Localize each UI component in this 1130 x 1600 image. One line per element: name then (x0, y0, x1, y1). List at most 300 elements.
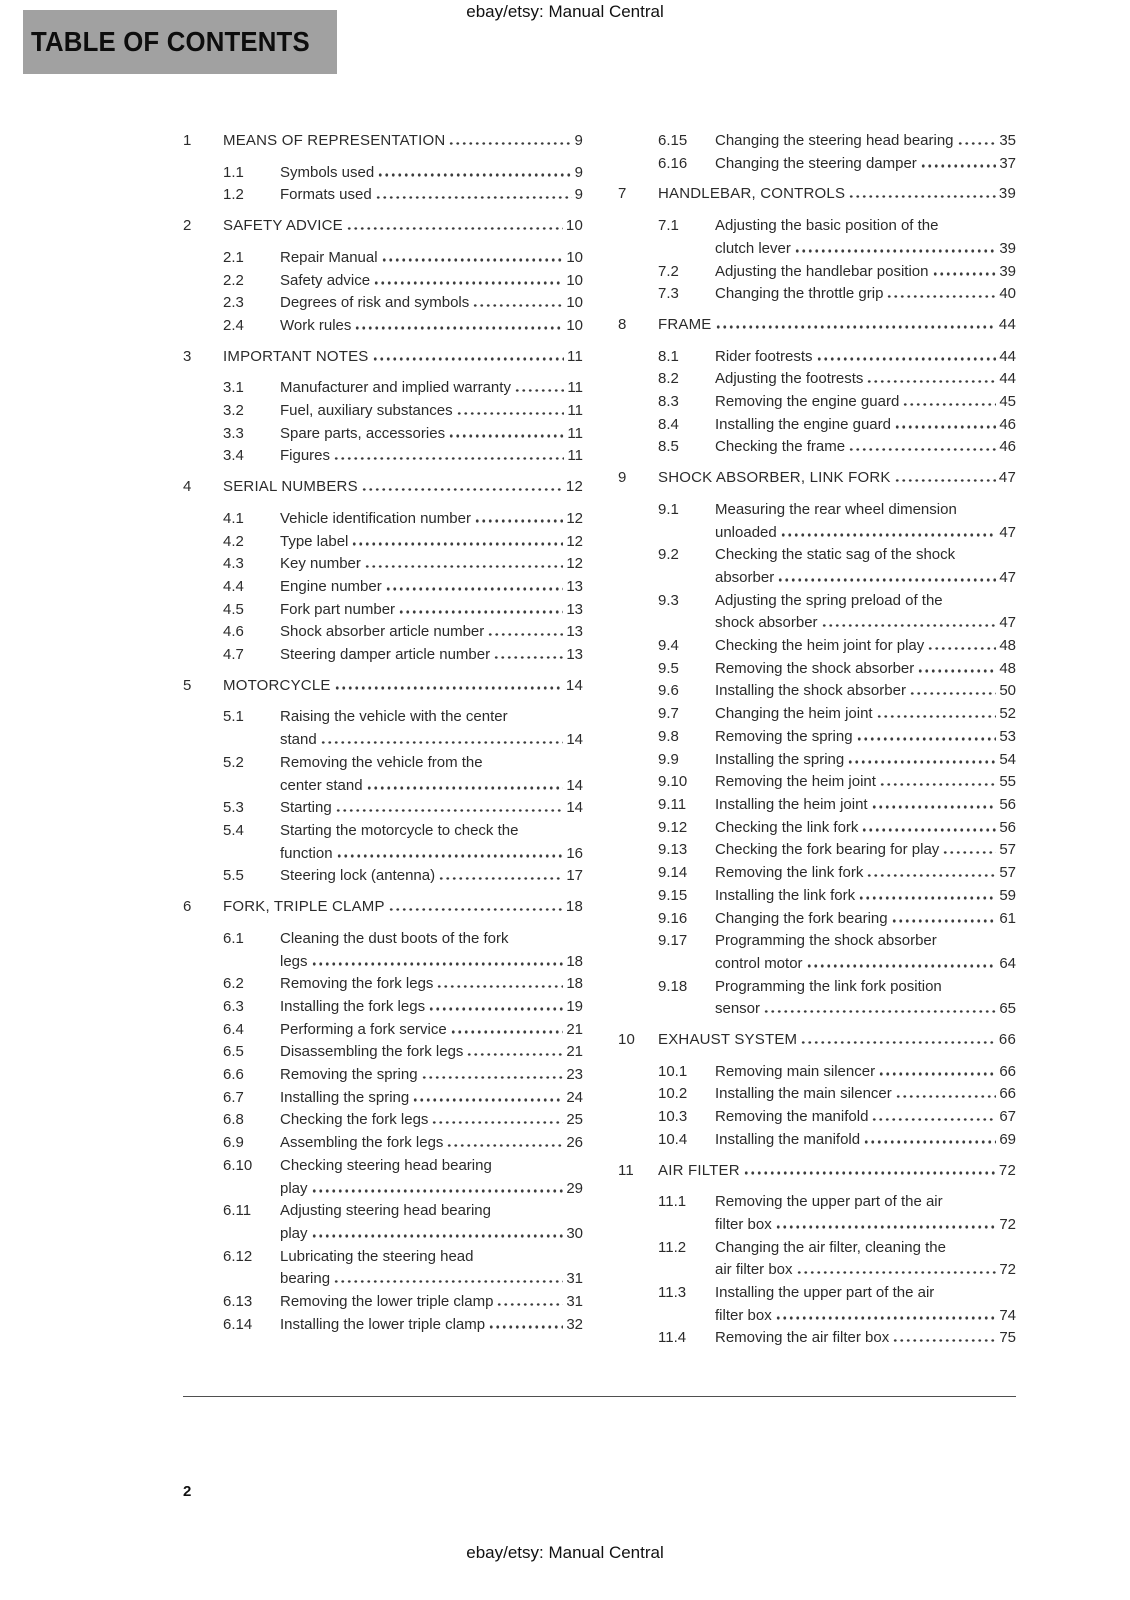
section-title-line (715, 862, 1016, 885)
section-number: 4.1 (223, 509, 244, 527)
section-body (715, 976, 1016, 1021)
dot-leader (715, 325, 996, 329)
section-page-number: 14 (566, 731, 583, 749)
section-page-number: 69 (999, 1130, 1016, 1148)
section-body (715, 153, 1016, 176)
section-title-line (280, 423, 583, 446)
section-title: EXHAUST SYSTEM (658, 1031, 798, 1049)
section-number: 1 (183, 132, 192, 149)
section-title: Installing the engine guard (715, 415, 891, 433)
section-title: Rider footrests (715, 347, 813, 365)
toc-entry-row (183, 377, 583, 400)
dot-leader (364, 565, 563, 569)
section-title: Changing the steering damper (715, 154, 917, 172)
section-page-number: 40 (999, 285, 1016, 303)
section-number: 6.6 (223, 1066, 244, 1084)
dot-leader (863, 1140, 996, 1144)
section-page-number: 30 (566, 1224, 583, 1242)
section-page-number: 44 (998, 315, 1016, 333)
section-number: 9.11 (658, 795, 687, 813)
section-title-line (280, 729, 583, 752)
section-number: 9.16 (658, 909, 688, 927)
section-title-line (280, 400, 583, 423)
section-title-line (280, 1041, 583, 1064)
dot-leader (895, 1095, 997, 1099)
dot-leader (796, 1271, 997, 1275)
section-title-line (715, 953, 1016, 976)
toc-block (618, 130, 1016, 175)
section-title-line: Raising the vehicle with the center (280, 708, 508, 726)
section-number: 6.11 (223, 1202, 252, 1220)
section-title: Fork part number (280, 600, 396, 618)
toc-entry-row (183, 973, 583, 996)
section-page-number: 10 (566, 248, 583, 266)
section-body (715, 1282, 1016, 1327)
section-number: 6.3 (223, 997, 244, 1015)
section-title: MOTORCYCLE (223, 676, 331, 694)
section-title: Removing the manifold (715, 1108, 869, 1126)
section-body (715, 544, 1016, 589)
section-title: Steering damper article number (280, 646, 491, 664)
section-body (280, 553, 583, 576)
toc-entry-row (183, 797, 583, 820)
section-page-number: 64 (999, 954, 1016, 972)
section-title-line (280, 162, 583, 185)
section-body (223, 896, 583, 919)
dot-leader (372, 357, 565, 361)
section-body (280, 621, 583, 644)
section-body (658, 1029, 1016, 1052)
toc-entry-row (618, 130, 1016, 153)
section-page-number: 59 (999, 886, 1016, 904)
toc-entry-row (618, 1237, 1016, 1282)
section-title-line (715, 703, 1016, 726)
dot-leader (487, 633, 563, 637)
toc-chapter-row (183, 130, 583, 153)
section-title-line (715, 1106, 1016, 1129)
section-page-number: 47 (998, 469, 1016, 487)
section-title-line: Checking steering head bearing (280, 1156, 492, 1174)
section-number: 9.2 (658, 546, 679, 564)
section-number: 4.5 (223, 600, 244, 618)
section-page-number: 50 (999, 682, 1016, 700)
section-title-line (715, 908, 1016, 931)
section-title: Repair Manual (280, 248, 378, 266)
section-number: 10 (618, 1031, 636, 1049)
toc-entry-row (618, 346, 1016, 369)
section-number: 6.5 (223, 1043, 244, 1061)
section-title-line (715, 436, 1016, 459)
section-page-number: 18 (566, 952, 583, 970)
section-number: 7.1 (658, 217, 679, 235)
toc-chapter-row (183, 476, 583, 499)
section-title-line (715, 368, 1016, 391)
dot-leader (892, 1339, 996, 1343)
section-number: 6.13 (223, 1293, 253, 1311)
section-page-number: 66 (999, 1062, 1016, 1080)
section-body (280, 928, 583, 973)
toc-entry-row (618, 590, 1016, 635)
toc-entry-row (183, 865, 583, 888)
section-number: 9.9 (658, 750, 679, 768)
dot-leader (354, 326, 563, 330)
toc-chapter-row (618, 183, 1016, 206)
toc-entry-row (183, 752, 583, 797)
section-title-line: Removing the vehicle from the (280, 753, 483, 771)
section-page-number: 18 (565, 898, 583, 916)
section-page-number: 14 (565, 676, 583, 694)
toc-chapter-row (618, 467, 1016, 490)
section-page-number: 11 (567, 447, 583, 465)
toc-entry-row (183, 445, 583, 468)
section-title: Checking the link fork (715, 818, 859, 836)
section-page-number: 9 (574, 132, 583, 149)
section-page-number: 66 (999, 1085, 1016, 1103)
section-title: Checking the fork bearing for play (715, 841, 940, 859)
section-number: 8.5 (658, 438, 679, 456)
section-title: Adjusting the handlebar position (715, 262, 929, 280)
section-body (658, 314, 1016, 337)
section-number: 4.6 (223, 623, 244, 641)
dot-leader (894, 425, 996, 429)
section-number: 3.3 (223, 424, 244, 442)
section-body (715, 885, 1016, 908)
toc-entry-row (183, 621, 583, 644)
toc-entry-row (618, 391, 1016, 414)
section-title-line (280, 996, 583, 1019)
section-title-line (280, 292, 583, 315)
toc-entry-row (183, 423, 583, 446)
watermark-bottom: ebay/etsy: Manual Central (466, 1543, 664, 1562)
section-body (280, 377, 583, 400)
page-number: 2 (183, 1483, 192, 1500)
section-title-line (715, 1259, 1016, 1282)
toc-chapter-row (618, 1029, 1016, 1052)
toc-block (183, 346, 583, 469)
dot-leader (398, 610, 563, 614)
section-title-line (280, 315, 583, 338)
section-title: Performing a fork service (280, 1020, 447, 1038)
toc-entry-row (183, 928, 583, 973)
toc-entry-row (183, 1314, 583, 1337)
toc-entry-row (183, 508, 583, 531)
section-page-number: 13 (566, 623, 583, 641)
section-title: Removing the spring (715, 727, 853, 745)
section-body (280, 247, 583, 270)
section-number: 1.2 (223, 186, 244, 204)
section-page-number: 14 (566, 776, 583, 794)
section-title-line: Adjusting steering head bearing (280, 1202, 491, 1220)
section-number: 4 (183, 478, 192, 496)
section-title-line: Removing the upper part of the air (715, 1193, 943, 1211)
section-title-line (223, 215, 583, 238)
toc-block (183, 675, 583, 888)
section-body (280, 996, 583, 1019)
section-title-line (715, 1305, 1016, 1328)
section-body (715, 930, 1016, 975)
section-body (280, 599, 583, 622)
dot-leader (388, 908, 563, 912)
section-body (280, 445, 583, 468)
section-page-number: 13 (566, 600, 583, 618)
section-number: 5.1 (223, 708, 244, 726)
dot-leader (780, 533, 997, 537)
toc-entry-row (618, 215, 1016, 260)
section-title: filter box (715, 1306, 772, 1324)
section-title: Changing the throttle grip (715, 285, 884, 303)
section-title-line (715, 238, 1016, 261)
section-title-line (223, 476, 583, 499)
section-number: 11 (618, 1161, 634, 1179)
section-title: Changing the heim joint (715, 705, 873, 723)
dot-leader (448, 434, 564, 438)
section-title-line (280, 1064, 583, 1087)
section-title: Installing the link fork (715, 886, 856, 904)
section-title-line (715, 130, 1016, 153)
dot-leader (456, 412, 565, 416)
toc-entry-row (618, 1083, 1016, 1106)
section-title: Vehicle identification number (280, 509, 471, 527)
dot-leader (333, 457, 564, 461)
section-number: 6.4 (223, 1020, 244, 1038)
section-title-line (715, 261, 1016, 284)
section-title-line (658, 467, 1016, 490)
section-title-line (658, 314, 1016, 337)
section-title-line: Lubricating the steering head (280, 1247, 474, 1265)
dot-leader (879, 783, 996, 787)
section-number: 8.1 (658, 347, 679, 365)
section-title-line (280, 508, 583, 531)
toc-entry-row (618, 499, 1016, 544)
section-title-line (715, 885, 1016, 908)
section-body (715, 414, 1016, 437)
dot-leader (311, 1189, 564, 1193)
section-title-line (280, 1087, 583, 1110)
toc-entry-row (183, 1109, 583, 1132)
section-page-number: 48 (999, 637, 1016, 655)
section-number: 9.7 (658, 705, 679, 723)
dot-leader (373, 281, 563, 285)
dot-leader (763, 1010, 996, 1014)
section-number: 6.2 (223, 975, 244, 993)
section-page-number: 21 (566, 1020, 583, 1038)
toc-chapter-row (183, 215, 583, 238)
toc-entry-row (183, 1291, 583, 1314)
toc-block (183, 476, 583, 667)
section-body (280, 1291, 583, 1314)
section-number: 6.14 (223, 1315, 253, 1333)
section-body (280, 292, 583, 315)
toc-entry-row (618, 726, 1016, 749)
section-title: stand (280, 731, 317, 749)
section-title-line (715, 283, 1016, 306)
toc-entry-row (183, 576, 583, 599)
section-title-line (715, 680, 1016, 703)
section-number: 2.4 (223, 316, 244, 334)
section-page-number: 32 (566, 1315, 583, 1333)
section-title-line (658, 183, 1016, 206)
section-title-line: Adjusting the basic position of the (715, 217, 939, 235)
toc-block (183, 215, 583, 338)
toc-entry-row (183, 1246, 583, 1291)
toc-entry-row (618, 908, 1016, 931)
section-number: 8 (618, 315, 627, 333)
section-title: Figures (280, 447, 331, 465)
section-body (715, 283, 1016, 306)
toc-entry-row (183, 184, 583, 207)
section-number: 8.2 (658, 370, 679, 388)
dot-leader (381, 258, 564, 262)
toc-entry-row (618, 749, 1016, 772)
section-title: IMPORTANT NOTES (223, 347, 369, 365)
section-page-number: 47 (999, 614, 1016, 632)
toc-chapter-row (183, 675, 583, 698)
section-title-line (280, 951, 583, 974)
section-page-number: 74 (999, 1306, 1016, 1324)
section-page-number: 61 (999, 909, 1016, 927)
section-number: 8.3 (658, 393, 679, 411)
section-body (715, 908, 1016, 931)
section-page-number: 53 (999, 727, 1016, 745)
section-page-number: 72 (999, 1261, 1016, 1279)
section-body (223, 476, 583, 499)
dot-leader (474, 519, 563, 523)
dot-leader (800, 1041, 996, 1045)
section-body (715, 839, 1016, 862)
section-title-line (223, 675, 583, 698)
section-page-number: 14 (566, 799, 583, 817)
toc-entry-row (183, 1087, 583, 1110)
section-page-number: 25 (566, 1111, 583, 1129)
section-number: 9.17 (658, 932, 688, 950)
section-body (280, 1132, 583, 1155)
toc-entry-row (618, 817, 1016, 840)
section-number: 6.15 (658, 132, 688, 149)
section-page-number: 39 (998, 185, 1016, 203)
dot-leader (428, 1007, 563, 1011)
toc-entry-row (183, 1155, 583, 1200)
section-number: 2.3 (223, 294, 244, 312)
section-page-number: 12 (566, 532, 583, 550)
section-title: Key number (280, 555, 361, 573)
section-title: Removing the engine guard (715, 393, 900, 411)
section-title: Installing the lower triple clamp (280, 1315, 486, 1333)
section-body (715, 1327, 1016, 1350)
dot-leader (775, 1316, 997, 1320)
dot-leader (917, 669, 996, 673)
dot-leader (472, 304, 563, 308)
dot-leader (351, 542, 563, 546)
section-body (715, 749, 1016, 772)
section-title: Removing the link fork (715, 864, 864, 882)
section-number: 9.14 (658, 864, 688, 882)
toc-entry-row (618, 930, 1016, 975)
section-page-number: 54 (999, 750, 1016, 768)
section-title: Symbols used (280, 163, 375, 181)
section-title-line: Cleaning the dust boots of the fork (280, 929, 509, 947)
toc-entry-row (618, 1327, 1016, 1350)
dot-leader (927, 647, 996, 651)
section-page-number: 48 (999, 659, 1016, 677)
section-title-line: Programming the link fork position (715, 977, 942, 995)
section-page-number: 44 (999, 347, 1016, 365)
section-title-line: Changing the air filter, cleaning the (715, 1238, 946, 1256)
toc-entry-row (183, 996, 583, 1019)
section-number: 2 (183, 217, 192, 235)
section-body (715, 391, 1016, 414)
section-title: filter box (715, 1215, 772, 1233)
section-page-number: 11 (567, 402, 583, 420)
section-title: Degrees of risk and symbols (280, 294, 470, 312)
section-title: unloaded (715, 523, 777, 541)
section-title-line (280, 184, 583, 207)
toc-entry-row (618, 1106, 1016, 1129)
toc-block (183, 130, 583, 207)
dot-leader (848, 195, 996, 199)
dot-leader (493, 656, 563, 660)
section-body (715, 1191, 1016, 1236)
dot-leader (438, 877, 563, 881)
section-title: shock absorber (715, 614, 818, 632)
section-title-line (280, 1132, 583, 1155)
section-title-line (658, 1029, 1016, 1052)
section-body (715, 1106, 1016, 1129)
toc-entry-row (618, 885, 1016, 908)
section-title: Steering lock (antenna) (280, 867, 436, 885)
section-title: Spare parts, accessories (280, 424, 446, 442)
section-body (715, 436, 1016, 459)
section-number: 9.18 (658, 977, 688, 995)
section-page-number: 66 (998, 1031, 1016, 1049)
section-body (715, 726, 1016, 749)
section-page-number: 56 (999, 818, 1016, 836)
section-title-line (715, 346, 1016, 369)
toc-entry-row (183, 162, 583, 185)
section-body (280, 644, 583, 667)
section-title-line (715, 817, 1016, 840)
section-title-line (280, 247, 583, 270)
section-number: 6 (183, 898, 192, 916)
section-body (715, 215, 1016, 260)
section-title: Installing the manifold (715, 1130, 861, 1148)
toc-entry-row (183, 1132, 583, 1155)
section-body (715, 590, 1016, 635)
section-title-line (223, 130, 583, 153)
page-title: TABLE OF CONTENTS (31, 26, 310, 57)
section-title: SHOCK ABSORBER, LINK FORK (658, 469, 891, 487)
dot-leader (858, 896, 996, 900)
section-title: center stand (280, 776, 363, 794)
section-title: Checking the heim joint for play (715, 637, 925, 655)
section-number: 9 (618, 469, 627, 487)
toc-entry-row (618, 1282, 1016, 1327)
toc-entry-row (183, 1200, 583, 1245)
section-title-line (715, 567, 1016, 590)
section-page-number: 10 (566, 316, 583, 334)
section-page-number: 12 (565, 478, 583, 496)
section-body (280, 576, 583, 599)
section-title-line (280, 1314, 583, 1337)
section-page-number: 10 (565, 217, 583, 235)
section-title: Manufacturer and implied warranty (280, 379, 511, 397)
section-title: Removing the spring (280, 1066, 418, 1084)
dot-leader (932, 272, 997, 276)
dot-leader (375, 196, 572, 200)
section-title: Installing the spring (715, 750, 845, 768)
section-title: Work rules (280, 316, 352, 334)
section-number: 1.1 (223, 163, 244, 181)
section-title: Removing main silencer (715, 1062, 876, 1080)
